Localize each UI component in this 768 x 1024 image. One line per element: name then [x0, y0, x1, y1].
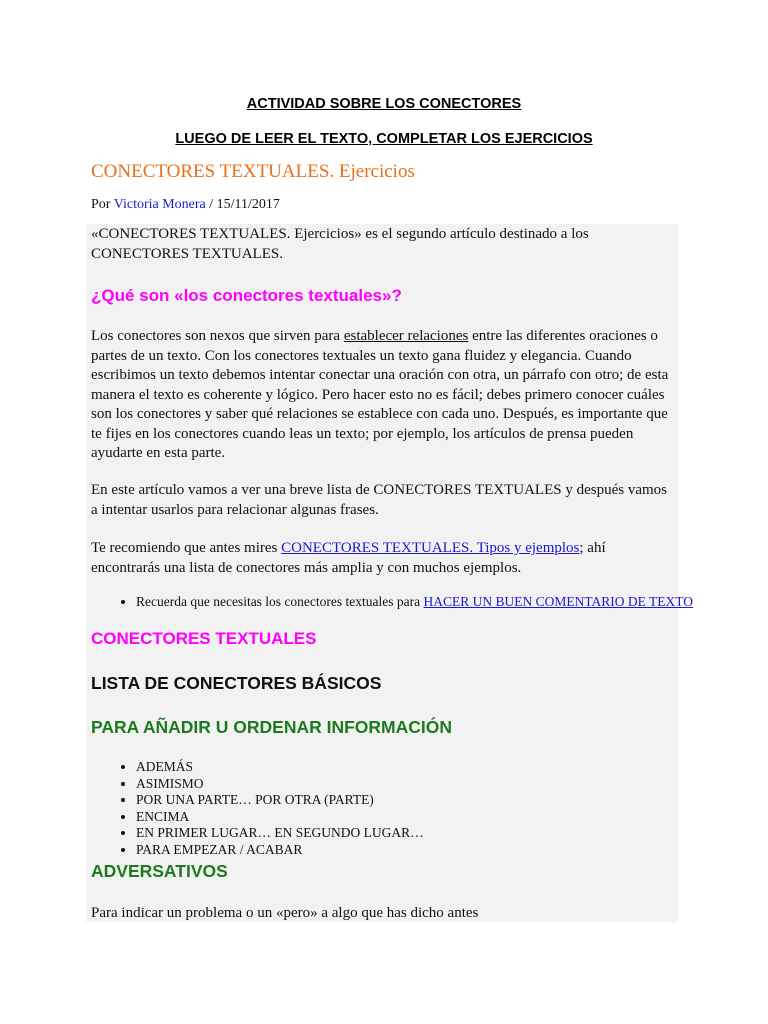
article-date: 15/11/2017	[216, 197, 280, 212]
heading-anadir-ordenar: PARA AÑADIR U ORDENAR INFORMACIÓN	[91, 717, 453, 737]
connector-item: • PARA EMPEZAR / ACABAR	[136, 842, 718, 859]
heading-lista-conectores: LISTA DE CONECTORES BÁSICOS	[91, 673, 382, 693]
list-intro-paragraph: En este artículo vamos a ver una breve lista de CONECTORES TEXTUALES y después vamos a intentar usarlos para relacionar algunas frases.	[91, 482, 667, 518]
recommendation-text-end: ; ahí encontrarás una lista de conectores más amplia y con muchos ejemplos.	[91, 540, 606, 576]
definition-text-start: Los conectores son nexos que sirven para	[91, 328, 344, 344]
article-title: CONECTORES TEXTUALES. Ejercicios	[91, 161, 415, 182]
connector-item: • EN PRIMER LUGAR… EN SEGUNDO LUGAR…	[136, 825, 718, 842]
byline-prefix: Por	[91, 197, 114, 212]
definition-text-end: entre las diferentes oraciones o partes de un texto. Con los conectores textuales un texto gana fluidez y elegancia. Cuando escribimos un texto debemos intentar conectar una oración con otra, un párrafo con otro; de esta manera el texto es coherente y lógico. Pero hacer esto no es fácil; debes primero conocer cuáles son los conectores y saber qué relaciones se establece con cada uno. Después, es importante que te fijes en los conectores cuando leas un texto; por ejemplo, los artículos de prensa pueden ayudarte en esta parte.	[91, 328, 669, 461]
intro-paragraph: «CONECTORES TEXTUALES. Ejercicios» es el segundo artículo destinado a los CONECTORES TEXTUALES.	[91, 226, 589, 262]
heading-conectores-textuales: CONECTORES TEXTUALES	[91, 629, 317, 648]
anadir-connectors-list	[91, 759, 718, 858]
reminder-list	[91, 594, 718, 610]
tipos-ejemplos-link[interactable]: CONECTORES TEXTUALES. Tipos y ejemplos	[281, 540, 580, 556]
reminder-item	[136, 594, 718, 610]
connector-item: • ADEMÁS	[136, 759, 718, 776]
comentario-texto-link[interactable]: HACER UN BUEN COMENTARIO DE TEXTO	[423, 594, 694, 609]
adversativos-description: Para indicar un problema o un «pero» a algo que has dicho antes	[91, 905, 479, 921]
document-header-title: ACTIVIDAD SOBRE LOS CONECTORES	[246, 96, 522, 112]
connector-item: • ASIMISMO	[136, 776, 718, 793]
document-header-instruction: LUEGO DE LEER EL TEXTO, COMPLETAR LOS EJERCICIOS	[175, 131, 593, 147]
definition-paragraph	[91, 327, 673, 464]
recommendation-paragraph	[91, 539, 673, 578]
connector-item: • POR UNA PARTE… POR OTRA (PARTE)	[136, 792, 718, 809]
reminder-text: Recuerda que necesitas los conectores textuales para	[136, 594, 424, 609]
heading-adversativos: ADVERSATIVOS	[91, 861, 228, 881]
section-heading-que-son: ¿Qué son «los conectores textuales»?	[91, 286, 402, 305]
byline-separator: /	[205, 197, 217, 212]
author-link[interactable]: Victoria Monera	[113, 197, 206, 212]
connector-item: • ENCIMA	[136, 809, 718, 826]
establecer-relaciones-text: establecer relaciones	[343, 328, 469, 344]
article-byline	[91, 197, 280, 213]
recommendation-text-start: Te recomiendo que antes mires	[91, 540, 282, 556]
